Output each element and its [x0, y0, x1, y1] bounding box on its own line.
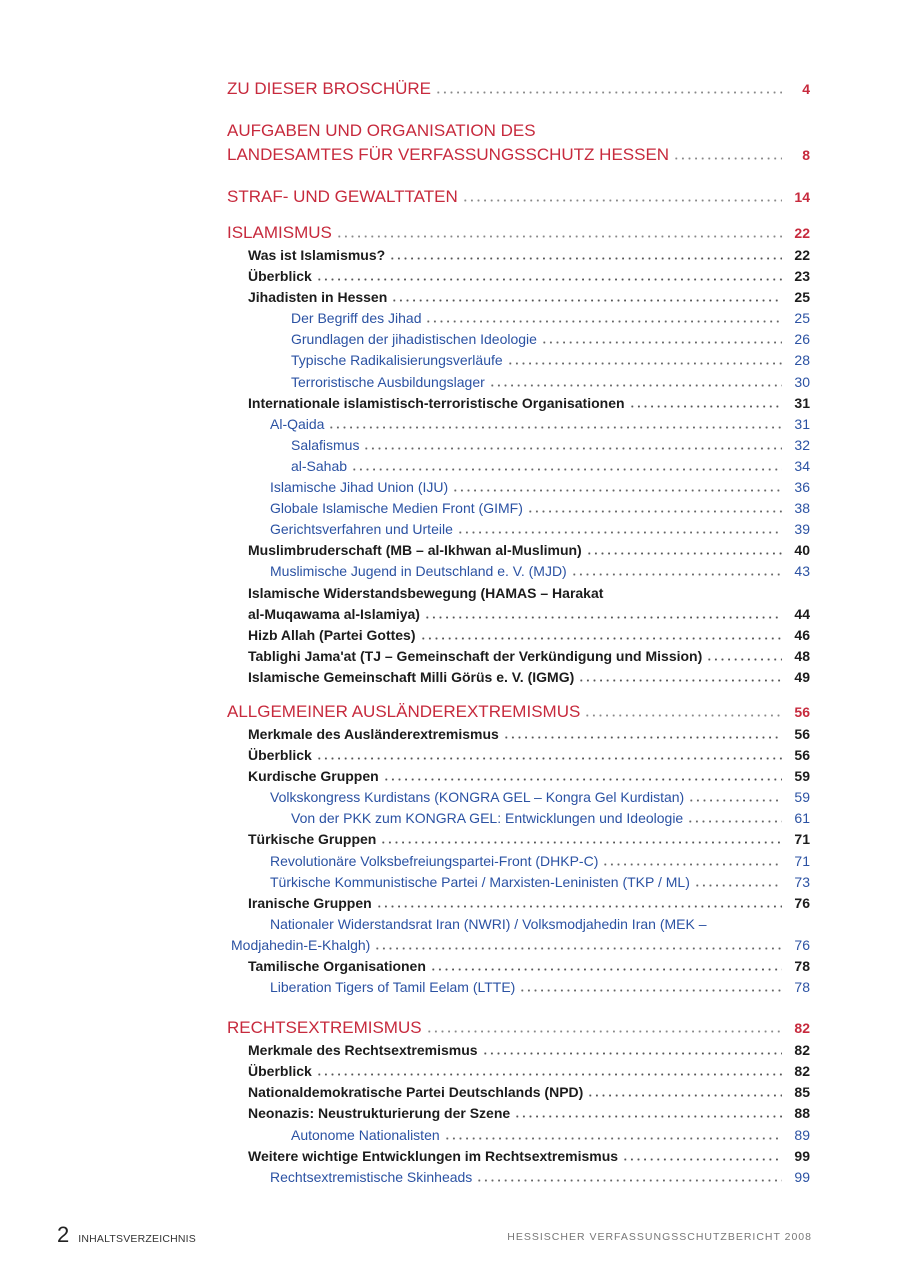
toc-entry-title: AUFGABEN UND ORGANISATION DES: [227, 121, 536, 140]
toc-section-heading[interactable]: [227, 221, 810, 245]
toc-page-number: 78: [794, 958, 810, 974]
dot-leader: [376, 898, 782, 908]
toc-entry-title: LANDESAMTES FÜR VERFASSUNGSSCHUTZ HESSEN: [227, 145, 670, 164]
toc-entry-title: Merkmale des Rechtsextremismus: [248, 1042, 478, 1059]
toc-page-number: 61: [794, 810, 810, 827]
dot-leader: [706, 651, 782, 661]
toc-page-number: 26: [794, 331, 810, 348]
toc-entry[interactable]: [227, 329, 810, 350]
toc-page-number: 25: [794, 289, 810, 306]
toc-entry[interactable]: [227, 1082, 810, 1103]
toc-entry-title: Nationaldemokratische Partei Deutschlands (NPD): [248, 1084, 584, 1101]
toc-entry[interactable]: [227, 829, 810, 850]
toc-page-number: 59: [794, 768, 810, 785]
toc-page-number: 44: [794, 605, 810, 622]
toc-entry[interactable]: [227, 724, 810, 745]
toc-page-number: 56: [794, 747, 810, 764]
dot-leader: [687, 813, 782, 823]
toc-page-number: 43: [794, 563, 810, 580]
toc-entry-title: Globale Islamische Medien Front (GIMF): [270, 500, 523, 517]
toc-entry[interactable]: [227, 266, 810, 287]
toc-entry-title: Internationale islamistisch-terroristische Organisationen: [248, 394, 625, 411]
toc-page-number: 31: [794, 415, 810, 432]
toc-section-heading[interactable]: [227, 119, 810, 143]
dot-leader: [578, 672, 782, 682]
toc-entry-title: Autonome Nationalisten: [291, 1126, 440, 1143]
toc-entry-title: Merkmale des Ausländerextremismus: [248, 725, 499, 742]
toc-page-number: 8: [802, 147, 810, 163]
toc-page-number: 22: [794, 247, 810, 263]
toc-entry[interactable]: [227, 956, 810, 977]
dot-leader: [425, 313, 782, 323]
toc-entry-title: ZU DIESER BROSCHÜRE: [227, 79, 432, 98]
toc-entry[interactable]: [227, 435, 810, 456]
dot-leader: [389, 250, 782, 260]
toc-entry[interactable]: [227, 667, 810, 688]
dot-leader: [571, 566, 782, 576]
toc-entry[interactable]: [227, 1061, 810, 1082]
dot-leader: [622, 1151, 782, 1161]
toc-page-number: 76: [794, 894, 810, 911]
toc-entry[interactable]: [227, 287, 810, 308]
dot-leader: [688, 792, 782, 802]
toc-entry-title: Al-Qaida: [270, 415, 325, 432]
toc-entry-title: Der Begriff des Jihad: [291, 310, 422, 327]
toc-entry-title: STRAF- UND GEWALTTATEN: [227, 187, 458, 206]
publication-title: HESSISCHER VERFASSUNGSSCHUTZBERICHT 2008: [507, 1231, 812, 1243]
dot-leader: [503, 729, 782, 739]
toc-entry[interactable]: [227, 766, 810, 787]
page-number: 2: [57, 1222, 70, 1247]
toc-entry-title: Typische Radikalisierungsverläufe: [291, 352, 503, 369]
dot-leader: [363, 440, 782, 450]
toc-entry[interactable]: [227, 519, 810, 540]
dot-leader: [527, 503, 782, 513]
toc-entry[interactable]: [227, 745, 810, 766]
dot-leader: [328, 419, 782, 429]
toc-page-number: 71: [794, 831, 810, 848]
toc-entry-title: ALLGEMEINER AUSLÄNDEREXTREMISMUS: [227, 701, 581, 721]
toc-entry-title: Nationaler Widerstandsrat Iran (NWRI) / Volksmodjahedin Iran (MEK –: [270, 915, 707, 932]
toc-entry-title: Überblick: [248, 747, 312, 764]
dot-leader: [391, 292, 782, 302]
toc-page-number: 88: [794, 1105, 810, 1122]
toc-entry[interactable]: [227, 872, 810, 893]
dot-leader: [435, 84, 782, 94]
dot-leader: [316, 750, 782, 760]
toc-page-number: 38: [794, 500, 810, 517]
toc-entry[interactable]: [227, 498, 810, 519]
toc-page-number: 56: [794, 725, 810, 742]
toc-entry[interactable]: [227, 787, 810, 808]
toc-entry-title: Was ist Islamismus?: [248, 247, 386, 263]
dot-leader: [541, 334, 782, 344]
toc-page-number: 30: [794, 373, 810, 390]
toc-entry[interactable]: [227, 1125, 810, 1146]
dot-leader: [694, 877, 782, 887]
toc-page-number: 89: [794, 1126, 810, 1143]
toc-page-number: 34: [794, 457, 810, 474]
toc-entry[interactable]: [227, 1167, 810, 1188]
toc-page-number: 31: [794, 394, 810, 411]
toc-entry-title: Terroristische Ausbildungslager: [291, 373, 485, 390]
toc-entry[interactable]: [227, 808, 810, 829]
dot-leader: [336, 228, 782, 238]
toc-page-number: 56: [794, 703, 810, 720]
toc-entry[interactable]: [227, 540, 810, 561]
dot-leader: [507, 355, 782, 365]
toc-entry-title: Grundlagen der jihadistischen Ideologie: [291, 331, 537, 348]
toc-entry-title: Islamische Jihad Union (IJU): [270, 479, 449, 496]
dot-leader: [444, 1130, 782, 1140]
toc-entry-title: Überblick: [248, 268, 312, 285]
dot-leader: [514, 1108, 782, 1118]
toc-page-number: 4: [802, 81, 810, 97]
toc-page-number: 78: [794, 979, 810, 996]
toc-page-number: 48: [794, 647, 810, 664]
toc-entry-title: Türkische Kommunistische Partei / Marxisten-Leninisten (TKP / ML): [270, 873, 690, 890]
toc-page-number: 76: [794, 936, 810, 953]
toc-page-number: 46: [794, 626, 810, 643]
toc-entry[interactable]: [227, 625, 810, 646]
toc-section-heading[interactable]: [227, 700, 810, 724]
toc-entry[interactable]: [227, 1146, 810, 1167]
toc-entry-title: Iranische Gruppen: [248, 894, 372, 911]
toc-entry-title: Tamilische Organisationen: [248, 958, 426, 974]
toc-entry[interactable]: [227, 456, 810, 477]
dot-leader: [587, 1087, 782, 1097]
toc-entry-title: ISLAMISMUS: [227, 223, 332, 242]
toc-page-number: 85: [794, 1084, 810, 1101]
dot-leader: [602, 856, 782, 866]
dot-leader: [476, 1172, 782, 1182]
dot-leader: [316, 1066, 782, 1076]
toc-page-number: 59: [794, 789, 810, 806]
dot-leader: [673, 150, 782, 160]
dot-leader: [383, 771, 782, 781]
toc-entry-title: Liberation Tigers of Tamil Eelam (LTTE): [270, 979, 516, 996]
toc-entry-title: Volkskongress Kurdistans (KONGRA GEL – Kongra Gel Kurdistan): [270, 789, 685, 806]
toc-entry-title: Muslimbruderschaft (MB – al-Ikhwan al-Muslimun): [248, 542, 582, 559]
toc-entry[interactable]: [227, 935, 810, 956]
toc-entry[interactable]: [227, 372, 810, 393]
dot-leader: [482, 1045, 782, 1055]
toc-page-number: 32: [794, 436, 810, 453]
toc-entry[interactable]: [227, 977, 810, 998]
toc-page-number: 40: [794, 542, 810, 559]
toc-page-number: 71: [794, 852, 810, 869]
toc-entry-title: Muslimische Jugend in Deutschland e. V. (MJD): [270, 563, 567, 580]
dot-leader: [584, 707, 782, 717]
footer-left: [57, 1222, 196, 1248]
toc-entry[interactable]: [227, 561, 810, 582]
toc-entry-title: al-Sahab: [291, 457, 348, 474]
dot-leader: [489, 377, 782, 387]
toc-entry-title: Jihadisten in Hessen: [248, 289, 388, 306]
dot-leader: [420, 630, 782, 640]
dot-leader: [374, 940, 782, 950]
toc-page-number: 14: [794, 189, 810, 205]
toc-entry-title: al-Muqawama al-Islamiya): [248, 605, 420, 622]
toc-page-number: 49: [794, 668, 810, 685]
toc-page-number: 23: [794, 268, 810, 285]
toc-entry[interactable]: [227, 914, 810, 935]
toc-page-number: 25: [794, 310, 810, 327]
toc-entry-title: Türkische Gruppen: [248, 831, 377, 848]
toc-page-number: 99: [794, 1168, 810, 1185]
toc-entry-title: Islamische Gemeinschaft Milli Görüs e. V. (IGMG): [248, 668, 575, 685]
toc-page-number: 99: [794, 1147, 810, 1164]
dot-leader: [586, 545, 782, 555]
toc-page-number: 82: [794, 1063, 810, 1080]
toc-entry-title: RECHTSEXTREMISMUS: [227, 1018, 422, 1038]
toc-entry[interactable]: [227, 350, 810, 371]
toc-page-number: 36: [794, 479, 810, 496]
toc-page-number: 82: [794, 1042, 810, 1059]
toc-entry[interactable]: [227, 477, 810, 498]
toc-entry-title: Rechtsextremistische Skinheads: [270, 1168, 473, 1185]
dot-leader: [519, 982, 782, 992]
dot-leader: [424, 609, 782, 619]
toc-page-number: 28: [794, 352, 810, 369]
dot-leader: [351, 461, 782, 471]
toc-entry[interactable]: [227, 604, 810, 625]
dot-leader: [426, 1023, 782, 1033]
toc-entry-title: Von der PKK zum KONGRA GEL: Entwicklungen und Ideologie: [291, 810, 684, 827]
toc-entry-title: Hizb Allah (Partei Gottes): [248, 626, 416, 643]
toc-entry-title: Neonazis: Neustrukturierung der Szene: [248, 1105, 511, 1122]
dot-leader: [380, 834, 782, 844]
toc-entry[interactable]: [227, 646, 810, 667]
dot-leader: [452, 482, 782, 492]
toc-section-heading[interactable]: [227, 1016, 810, 1040]
toc-entry-title: Überblick: [248, 1063, 312, 1080]
toc-section-heading[interactable]: [227, 185, 810, 209]
toc-entry-title: Weitere wichtige Entwicklungen im Rechtsextremismus: [248, 1147, 619, 1164]
section-label: INHALTSVERZEICHNIS: [78, 1233, 197, 1245]
toc-page-number: 39: [794, 521, 810, 538]
dot-leader: [462, 192, 782, 202]
toc-entry-title: Kurdische Gruppen: [248, 768, 379, 785]
toc-entry-title: Tablighi Jama'at (TJ – Gemeinschaft der Verkündigung und Mission): [248, 647, 703, 664]
toc-entry-title: Islamische Widerstandsbewegung (HAMAS – Harakat: [248, 584, 604, 601]
toc-entry[interactable]: [227, 1040, 810, 1061]
toc-entry-title: Revolutionäre Volksbefreiungspartei-Front (DHKP-C): [270, 852, 599, 869]
dot-leader: [457, 524, 782, 534]
toc-page-number: 22: [794, 225, 810, 241]
toc-entry-title: Salafismus: [291, 436, 360, 453]
toc-section-heading[interactable]: [227, 143, 810, 167]
toc-entry[interactable]: [227, 893, 810, 914]
toc-entry[interactable]: [227, 583, 810, 604]
toc-page-number: 82: [794, 1020, 810, 1037]
toc-entry[interactable]: [227, 1103, 810, 1124]
toc-entry[interactable]: [227, 245, 810, 266]
toc-section-heading[interactable]: [227, 77, 810, 101]
dot-leader: [629, 398, 782, 408]
dot-leader: [316, 271, 782, 281]
table-of-contents: [227, 77, 810, 1188]
toc-entry[interactable]: [227, 414, 810, 435]
toc-page-number: 73: [794, 873, 810, 890]
toc-entry-title: Gerichtsverfahren und Urteile: [270, 521, 453, 538]
toc-entry[interactable]: [227, 851, 810, 872]
toc-entry-title: Modjahedin-E-Khalgh): [231, 936, 371, 953]
dot-leader: [430, 961, 782, 971]
toc-entry[interactable]: [227, 308, 810, 329]
toc-entry[interactable]: [227, 393, 810, 414]
